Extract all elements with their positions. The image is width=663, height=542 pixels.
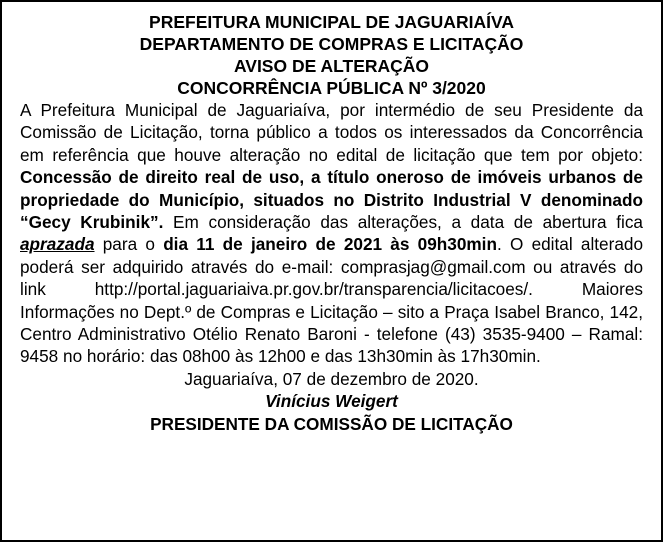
body-intro: A Prefeitura Municipal de Jaguariaíva, por intermédio de seu Presidente da Comissão de Licitação, torna público a todos os interessados da Concorrência em referência que houve alteração no edital de licitação que tem por objeto: <box>20 100 643 165</box>
signer-role: PRESIDENTE DA COMISSÃO DE LICITAÇÃO <box>150 413 513 434</box>
notice-heading <box>2 11 661 99</box>
notice-type-title: AVISO DE ALTERAÇÃO <box>233 56 430 76</box>
department-title: DEPARTAMENTO DE COMPRAS E LICITAÇÃO <box>139 34 524 54</box>
notice-closing <box>2 368 661 435</box>
municipality-title: PREFEITURA MUNICIPAL DE JAGUARIAÍVA <box>149 12 514 32</box>
body-opening-date: dia 11 de janeiro de 2021 às 09h30min <box>163 234 497 255</box>
procurement-title: CONCORRÊNCIA PÚBLICA Nº 3/2020 <box>177 78 486 98</box>
place-date: Jaguariaíva, 07 de dezembro de 2020. <box>184 368 479 389</box>
signer-name: Vinícius Weigert <box>265 391 398 412</box>
body-contact: . O edital alterado poderá ser adquirido através do e-mail: comprasjag@gmail.com ou através do link http://portal.jaguariaiva.pr.gov.br/transparencia/licitacoes/. Maiores Informações no Dept.º de Compras e Licitação – sito a Praça Isabel Branco, 142, Centro Administrativo Otélio Renato Baroni - telefone (43) 3535-9400 – Ramal: 9458 no horário: das 08h00 às 12h00 e das 13h30min às 17h30min. <box>20 234 644 367</box>
body-para-o: para o <box>94 234 164 255</box>
body-scheduled-word: aprazada <box>20 234 95 255</box>
notice-body <box>20 99 643 368</box>
body-object: Concessão de direito real de uso, a título oneroso de imóveis urbanos de propriedade do Município, situados no Distrito Industrial V denominado “Gecy Krubinik”. <box>20 167 643 233</box>
body-consideration: Em consideração das alterações, a data de abertura fica <box>163 212 643 233</box>
